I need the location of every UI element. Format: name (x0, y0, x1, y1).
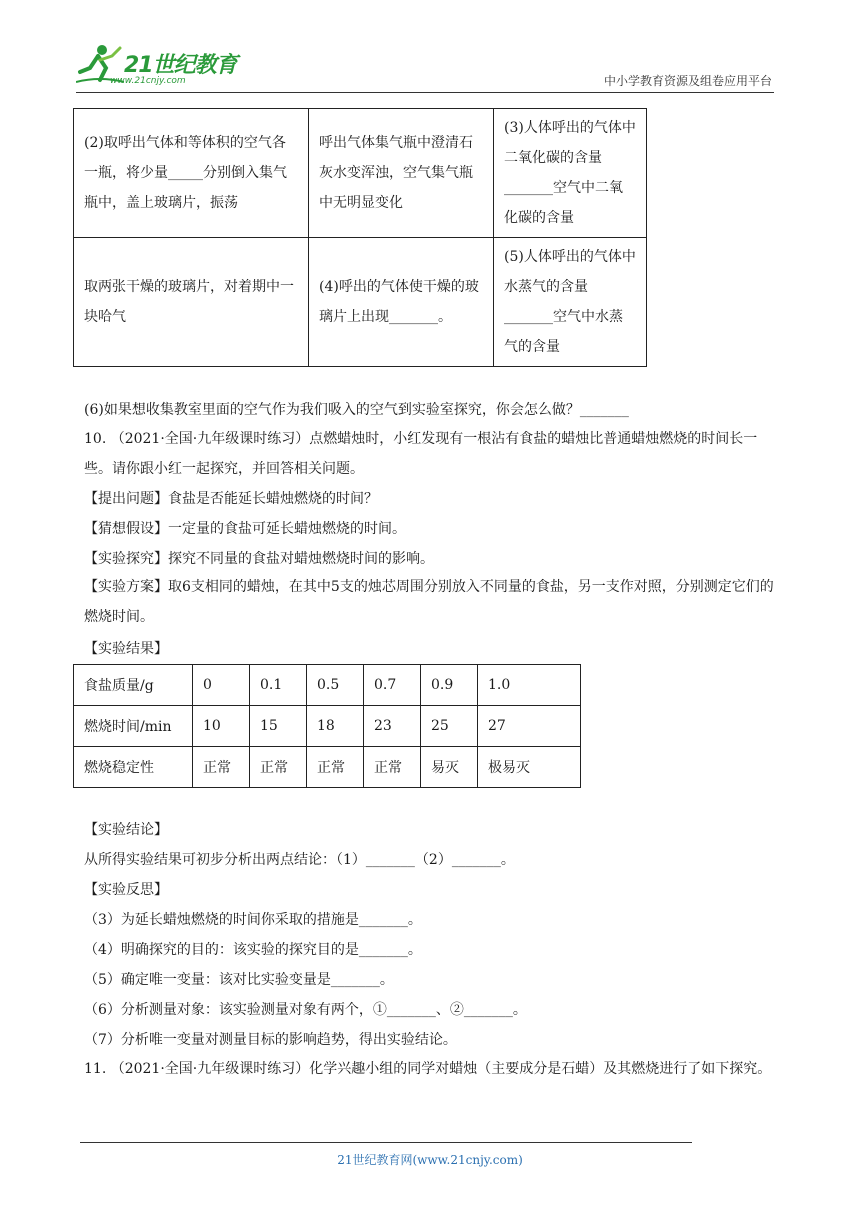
candle-result-table (73, 664, 581, 788)
q10-conclusion-title: 【实验结论】 (84, 822, 168, 838)
table-row (74, 747, 581, 788)
table-cell: 10 (193, 706, 250, 747)
q10-plan: 【实验方案】取6支相同的蜡烛，在其中5支的烛芯周围分别放入不同量的食盐，另一支作对照，分别测定它们的燃烧时间。 (84, 579, 774, 625)
q10-reflect-7: （7）分析唯一变量对测量目标的影响趋势，得出实验结论。 (84, 1032, 457, 1048)
footer-divider (80, 1142, 692, 1143)
q10-reflect-6: （6）分析测量对象：该实验测量对象有两个，①_______、②_______。 (84, 1002, 527, 1018)
table-cell: 0.9 (421, 665, 478, 706)
q10-result-title: 【实验结果】 (84, 641, 168, 657)
table-cell: 1.0 (478, 665, 581, 706)
table-cell: 正常 (364, 747, 421, 788)
question-9-part-6: (6)如果想收集教室里面的空气作为我们吸入的空气到实验室探究，你会怎么做？_______ (84, 402, 629, 418)
logo-text: 21世纪教育 (124, 53, 237, 78)
table-cell: 燃烧稳定性 (74, 747, 193, 788)
q10-question: 【提出问题】食盐是否能延长蜡烛燃烧的时间？ (84, 491, 378, 507)
q10-conclusion: 从所得实验结果可初步分析出两点结论：（1）_______（2）_______。 (84, 852, 515, 868)
table-cell: 0.7 (364, 665, 421, 706)
table-cell: 0.5 (307, 665, 364, 706)
q10-hypothesis: 【猜想假设】一定量的食盐可延长蜡烛燃烧的时间。 (84, 521, 406, 537)
table-cell: 正常 (250, 747, 307, 788)
table-row (74, 706, 581, 747)
table-cell: 正常 (193, 747, 250, 788)
q10-reflect-3: （3）为延长蜡烛燃烧的时间你采取的措施是_______。 (84, 912, 422, 928)
question-11-intro: 11. （2021·全国·九年级课时练习）化学兴趣小组的同学对蜡烛（主要成分是石蜡）及其燃烧进行了如下探究。 (84, 1061, 772, 1077)
table-cell: 25 (421, 706, 478, 747)
table-cell: 正常 (307, 747, 364, 788)
table-cell: 极易灭 (478, 747, 581, 788)
table-cell: 23 (364, 706, 421, 747)
table-cell: 燃烧时间/min (74, 706, 193, 747)
table-cell: 15 (250, 706, 307, 747)
header-platform-name: 中小学教育资源及组卷应用平台 (603, 74, 772, 88)
table-cell: 0 (193, 665, 250, 706)
q10-reflect-5: （5）确定唯一变量：该对比实验变量是_______。 (84, 972, 394, 988)
table-cell: 0.1 (250, 665, 307, 706)
footer-text: 21世纪教育网(www.21cnjy.com) (337, 1153, 523, 1167)
q10-reflect-4: （4）明确探究的目的：该实验的探究目的是_______。 (84, 942, 422, 958)
logo (76, 42, 256, 94)
table-cell: 易灭 (421, 747, 478, 788)
table-cell: (2)取呼出气体和等体积的空气各一瓶，将少量_____分别倒入集气瓶中，盖上玻璃片，振荡 (74, 109, 309, 238)
table-cell: 取两张干燥的玻璃片，对着期中一块哈气 (74, 238, 309, 367)
table-cell: (4)呼出的气体使干燥的玻璃片上出现_______。 (309, 238, 494, 367)
table-cell: 呼出气体集气瓶中澄清石灰水变浑浊，空气集气瓶中无明显变化 (309, 109, 494, 238)
table-row (74, 109, 647, 238)
question-10-intro: 10. （2021·全国·九年级课时练习）点燃蜡烛时，小红发现有一根沾有食盐的蜡烛比普通蜡烛燃烧的时间长一些。请你跟小红一起探究，并回答相关问题。 (84, 431, 758, 477)
table-cell: 18 (307, 706, 364, 747)
table-cell: (3)人体呼出的气体中二氧化碳的含量_______空气中二氧化碳的含量 (494, 109, 647, 238)
table-cell: 食盐质量/g (74, 665, 193, 706)
q10-reflect-title: 【实验反思】 (84, 882, 168, 898)
table-row (74, 238, 647, 367)
table-cell: (5)人体呼出的气体中水蒸气的含量_______空气中水蒸气的含量 (494, 238, 647, 367)
q10-explore: 【实验探究】探究不同量的食盐对蜡烛燃烧时间的影响。 (84, 551, 434, 567)
header-divider (76, 92, 774, 93)
table-row (74, 665, 581, 706)
breath-experiment-table (73, 108, 647, 367)
table-cell: 27 (478, 706, 581, 747)
logo-url: www.21cnjy.com (110, 76, 186, 86)
